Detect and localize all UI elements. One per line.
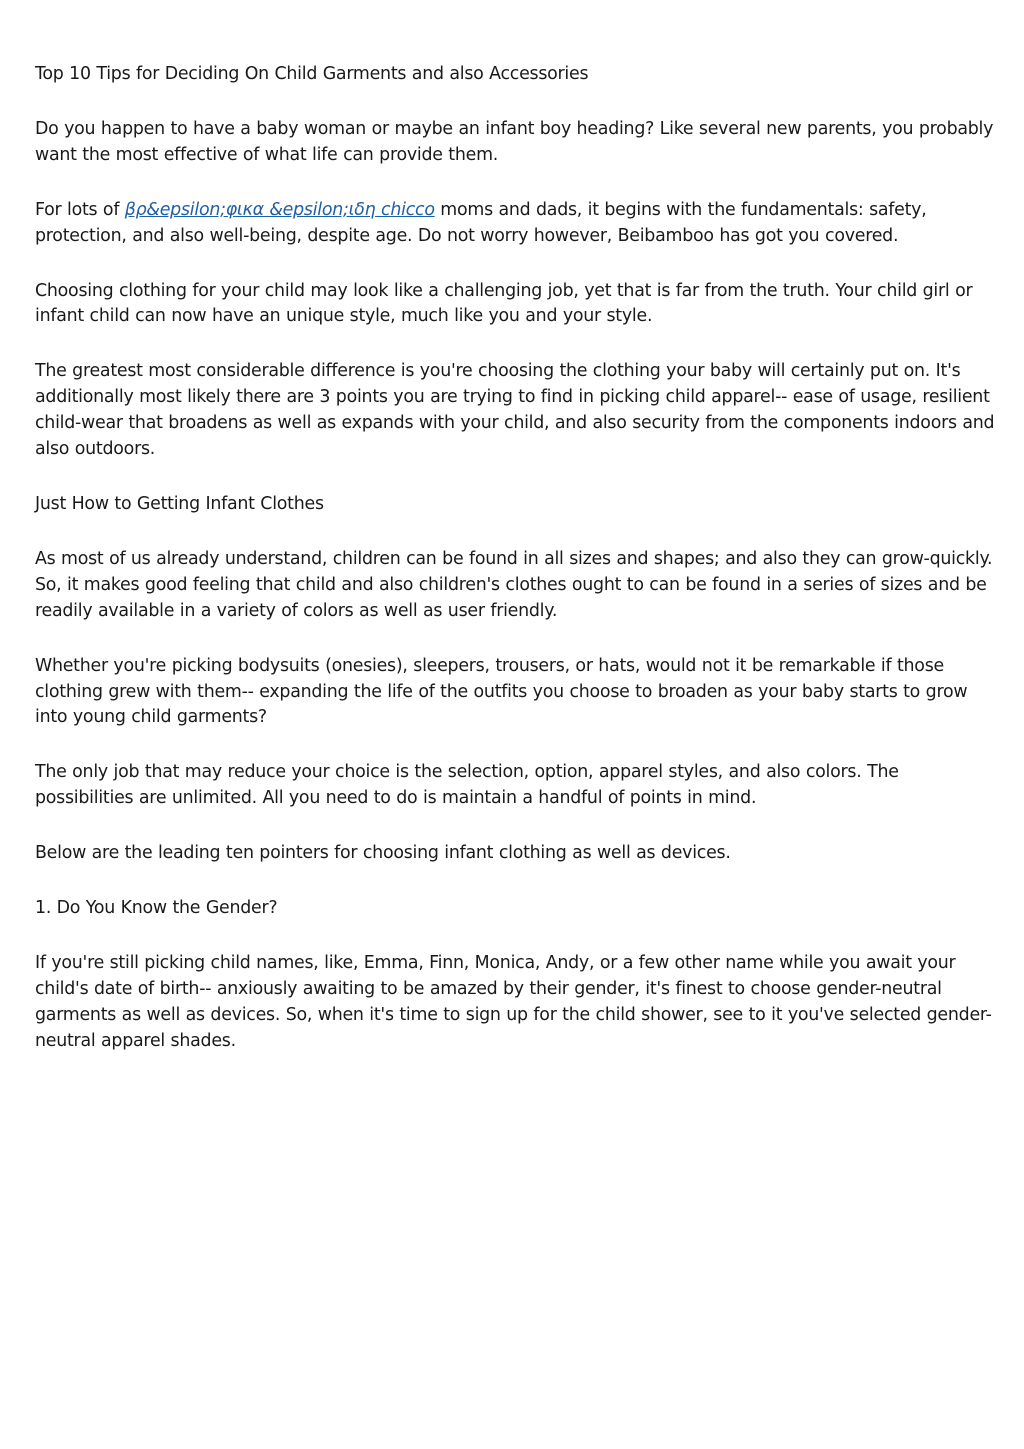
gender-paragraph: If you're still picking child names, like, Emma, Finn, Monica, Andy, or a few other name while you await your child's date of birth-- anxiously awaiting to be amazed by their gender, it's finest to choose gender-neutral garments as well as devices. So, when it's time to sign up for the child shower, see to it you've selected gender-neutral apparel shades. bbox=[35, 952, 992, 1051]
choice-paragraph: The only job that may reduce your choice is the selection, option, apparel styles, and also colors. The possibilities are unlimited. All you need to do is maintain a handful of points in mind. bbox=[35, 762, 899, 809]
difference-paragraph: The greatest most considerable difference is you're choosing the clothing your baby will certainly put on. It's additionally most likely there are 3 points you are trying to find in picking child apparel-- ease of usage, resilient child-wear that broadens as well as expands with your child, and also security from the components indoors and also outdoors. bbox=[35, 361, 995, 460]
style-paragraph: Choosing clothing for your child may look like a challenging job, yet that is far from the truth. Your child girl or infant child can now have an unique style, much like you and your style. bbox=[35, 280, 973, 327]
pointers-intro-paragraph: Below are the leading ten pointers for choosing infant clothing as well as devices. bbox=[35, 843, 731, 864]
document-page bbox=[35, 62, 995, 1084]
document-title: Top 10 Tips for Deciding On Child Garments and also Accessories bbox=[35, 64, 589, 84]
grow-paragraph: Whether you're picking bodysuits (onesies), sleepers, trousers, or hats, would not it be remarkable if those clothing grew with them-- expanding the life of the outfits you choose to broaden as your baby starts to grow into young child garments? bbox=[35, 655, 968, 728]
chicco-link[interactable]: βρ&epsilon;φικα &epsilon;ιδη chicco bbox=[124, 199, 435, 220]
fundamentals-text-after: moms and dads, it begins with the fundamentals: safety, protection, and also well-being, despite age. Do not worry however, Beibamboo has got you covered. bbox=[35, 199, 927, 246]
fundamentals-text-before: For lots of bbox=[35, 199, 125, 220]
tip-1-heading: 1. Do You Know the Gender? bbox=[35, 898, 278, 919]
intro-paragraph: Do you happen to have a baby woman or maybe an infant boy heading? Like several new parents, you probably want the most effective of what life can provide them. bbox=[35, 118, 994, 165]
section-heading: Just How to Getting Infant Clothes bbox=[35, 493, 324, 514]
fundamentals-paragraph bbox=[35, 198, 995, 250]
sizes-paragraph: As most of us already understand, children can be found in all sizes and shapes; and also they can grow-quickly. So, it makes good feeling that child and also children's clothes ought to can be found in a series of sizes and be readily available in a variety of colors as well as user friendly. bbox=[35, 548, 993, 621]
